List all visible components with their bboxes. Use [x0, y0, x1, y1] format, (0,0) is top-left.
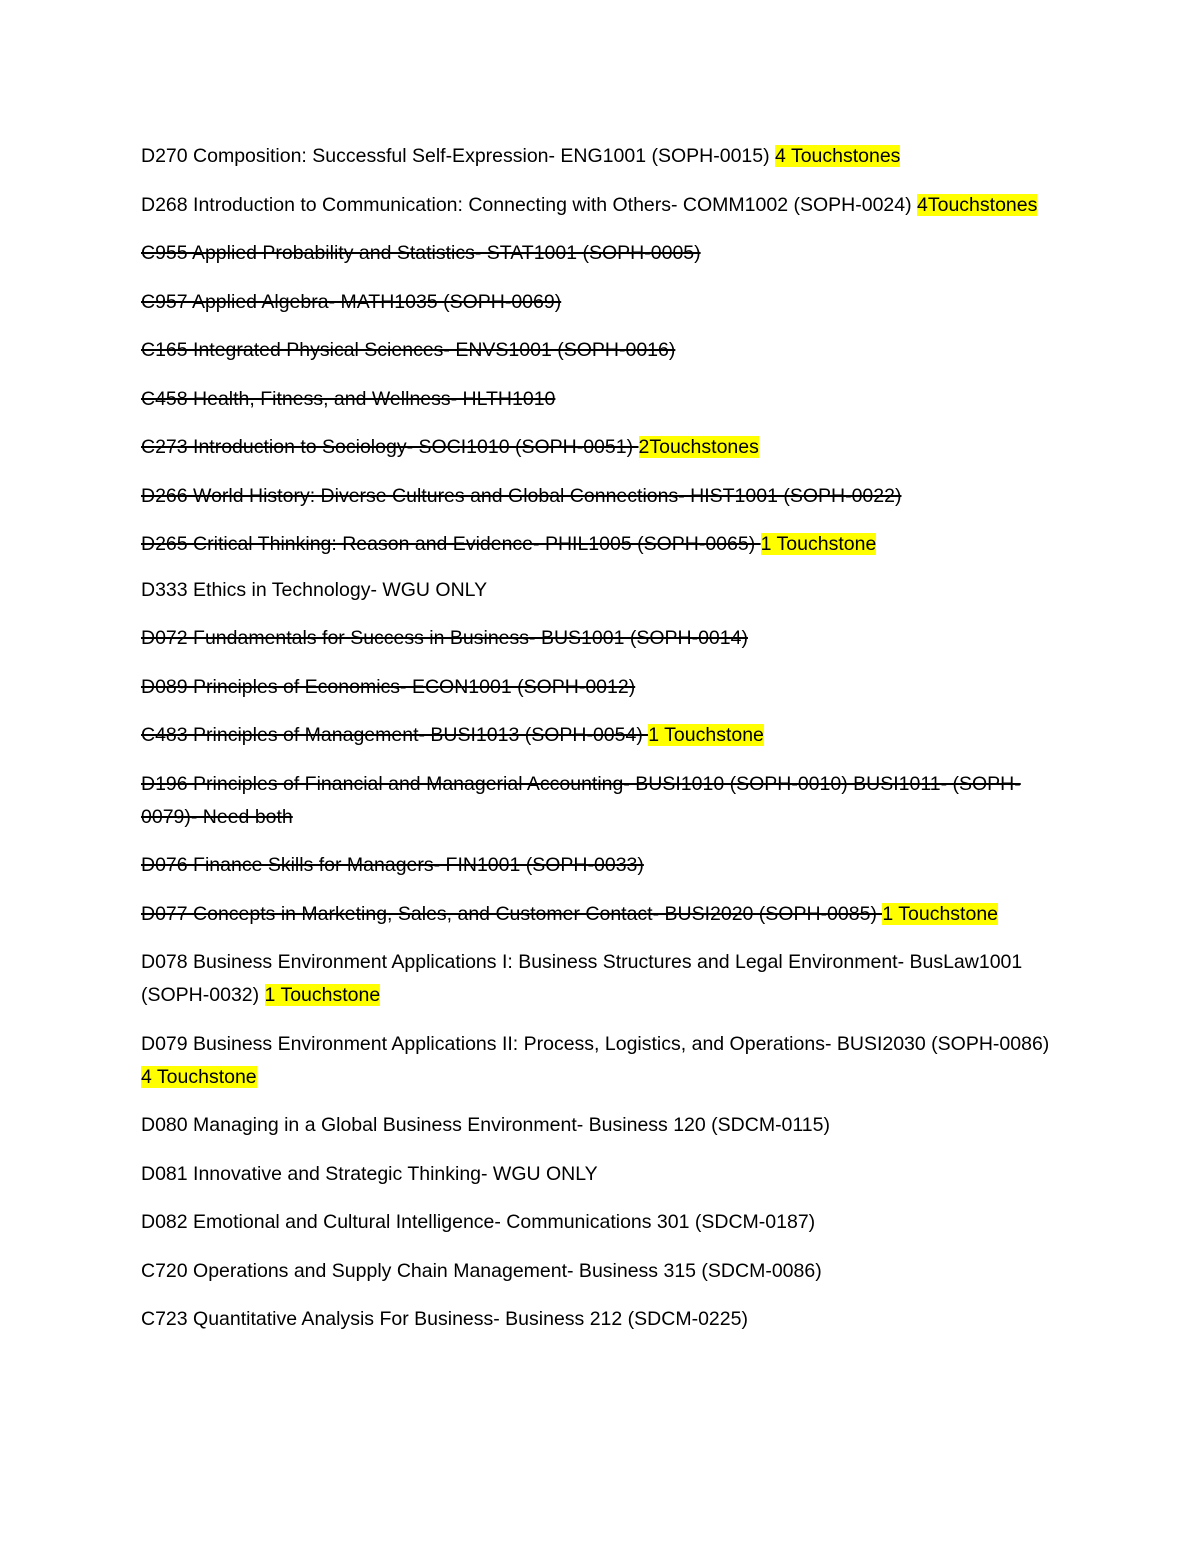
course-text: C273 Introduction to Sociology- SOCI1010 (SOPH-0051): [141, 436, 639, 458]
course-item-completed: [141, 849, 1061, 882]
course-text: D081 Innovative and Strategic Thinking- WGU ONLY: [141, 1162, 598, 1185]
touchstone-highlight: 4 Touchstone: [141, 1065, 257, 1088]
touchstone-highlight: 1 Touchstone: [882, 902, 999, 925]
touchstone-highlight: 1 Touchstone: [760, 533, 877, 555]
course-item-completed: [141, 431, 1061, 464]
course-text: D072 Fundamentals for Success in Business- BUS1001 (SOPH-0014): [141, 627, 748, 649]
course-item-completed: [141, 622, 1061, 655]
document-page: [141, 140, 1061, 1352]
course-item: [141, 946, 1061, 1012]
course-text: C458 Health, Fitness, and Wellness- HLTH1010: [141, 387, 556, 410]
course-item-completed: [141, 480, 1061, 513]
course-item-completed: [141, 286, 1061, 319]
course-text: C483 Principles of Management- BUSI1013 (SOPH-0054): [141, 724, 649, 746]
course-item: [141, 574, 1061, 607]
course-item: [141, 1028, 1061, 1094]
course-item-completed: [141, 719, 1061, 752]
course-text: C957 Applied Algebra- MATH1035 (SOPH-0069): [141, 290, 562, 313]
course-text: D076 Finance Skills for Managers- FIN1001 (SOPH-0033): [141, 854, 644, 876]
course-item-completed: [141, 237, 1061, 270]
course-item: [141, 1303, 1061, 1336]
course-item: [141, 140, 1061, 173]
course-item: [141, 1158, 1061, 1191]
course-text: C720 Operations and Supply Chain Management- Business 315 (SDCM-0086): [141, 1259, 822, 1282]
course-text: D266 World History: Diverse Cultures and Global Connections- HIST1001 (SOPH-0022): [141, 484, 902, 507]
touchstone-highlight: 2Touchstones: [638, 436, 759, 458]
course-text: D077 Concepts in Marketing, Sales, and Customer Contact- BUSI2020 (SOPH-0085): [141, 902, 883, 925]
course-item: [141, 1109, 1061, 1142]
course-item-completed: [141, 334, 1061, 367]
course-item: [141, 1206, 1061, 1239]
course-item-completed: [141, 671, 1061, 704]
course-item-completed: [141, 528, 1061, 561]
course-text: D196 Principles of Financial and Managerial Accounting- BUSI1010 (SOPH-0010) BUSI1011- (SOPH-0079)- Need both: [141, 772, 1021, 828]
course-item: [141, 1255, 1061, 1288]
course-text: D079 Business Environment Applications II: Process, Logistics, and Operations- BUSI2030 (SOPH-0086): [141, 1032, 1050, 1055]
course-text: C955 Applied Probability and Statistics- STAT1001 (SOPH-0005): [141, 242, 701, 264]
course-item-completed: [141, 768, 1061, 834]
course-item-completed: [141, 383, 1061, 416]
course-text: C723 Quantitative Analysis For Business- Business 212 (SDCM-0225): [141, 1308, 748, 1330]
course-text: D270 Composition: Successful Self-Expression- ENG1001 (SOPH-0015): [141, 145, 776, 167]
touchstone-highlight: 1 Touchstone: [648, 724, 764, 746]
course-item: [141, 189, 1061, 222]
course-text: D089 Principles of Economics- ECON1001 (SOPH-0012): [141, 675, 636, 698]
course-text: D080 Managing in a Global Business Environment- Business 120 (SDCM-0115): [141, 1114, 830, 1136]
touchstone-highlight: 4Touchstones: [917, 193, 1038, 216]
course-text: C165 Integrated Physical Sciences- ENVS1001 (SOPH-0016): [141, 339, 676, 361]
course-text: D265 Critical Thinking: Reason and Evidence- PHIL1005 (SOPH-0065): [141, 533, 761, 555]
course-item-completed: [141, 898, 1061, 931]
course-text: D078 Business Environment Applications I: Business Structures and Legal Environment- BusLaw1001 (SOPH-0032): [141, 951, 1023, 1006]
touchstone-highlight: 1 Touchstone: [264, 984, 381, 1006]
course-text: D333 Ethics in Technology- WGU ONLY: [141, 578, 488, 601]
course-text: D268 Introduction to Communication: Connecting with Others- COMM1002 (SOPH-0024): [141, 193, 918, 216]
touchstone-highlight: 4 Touchstones: [775, 145, 901, 167]
course-text: D082 Emotional and Cultural Intelligence- Communications 301 (SDCM-0187): [141, 1211, 816, 1233]
